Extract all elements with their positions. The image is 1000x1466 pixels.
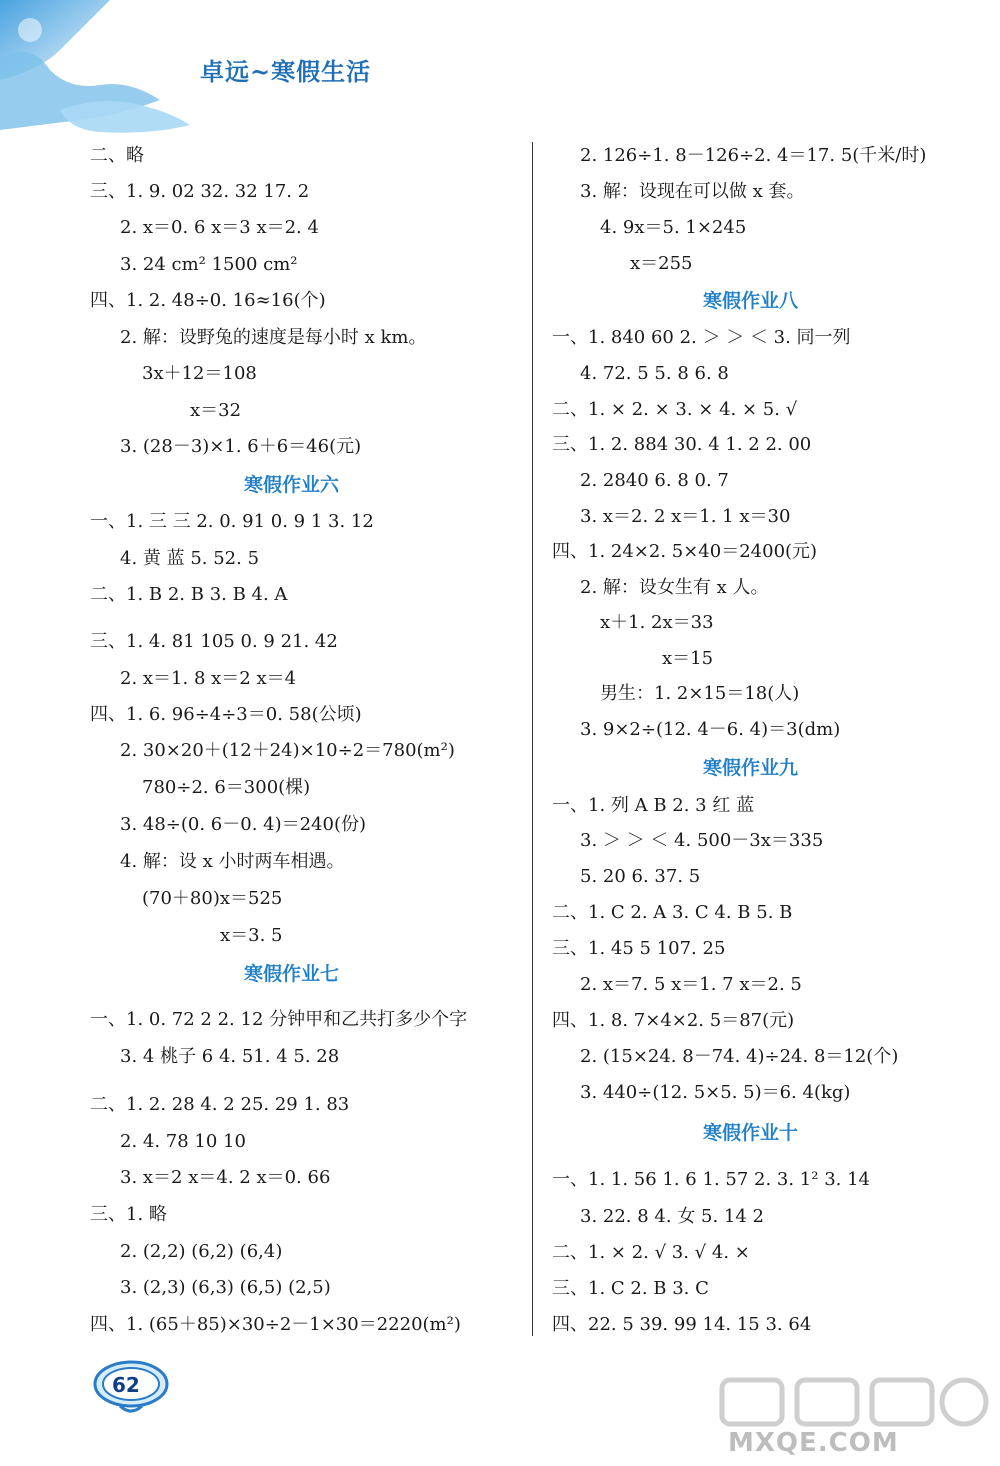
answer-line: 四、1. (65＋85)×30÷2－1×30＝2220(m²): [90, 1314, 461, 1335]
answer-line: 2. 2840 6. 8 0. 7: [580, 470, 729, 491]
answer-line: 2. 4. 78 10 10: [120, 1131, 246, 1152]
answer-line: x＝255: [630, 253, 693, 274]
answer-line: 一、1. 三 三 2. 0. 91 0. 9 1 3. 12: [90, 511, 374, 532]
answer-line: 2. x＝0. 6 x＝3 x＝2. 4: [120, 217, 319, 238]
answer-line: 四、22. 5 39. 99 14. 15 3. 64: [552, 1314, 812, 1335]
answer-line: 3. (2,3) (6,3) (6,5) (2,5): [120, 1277, 331, 1298]
answer-line: 4. 72. 5 5. 8 6. 8: [580, 363, 729, 384]
answer-line: 3. 48÷(0. 6－0. 4)＝240(份): [120, 814, 367, 835]
answer-line: 一、1. 列 A B 2. 3 红 蓝: [552, 795, 755, 816]
answer-line: 四、1. 8. 7×4×2. 5＝87(元): [552, 1010, 795, 1031]
section-heading: 寒假作业七: [244, 963, 340, 985]
answer-line: 二、1. × 2. √ 3. √ 4. ×: [552, 1242, 750, 1263]
answer-line: 5. 20 6. 37. 5: [580, 866, 701, 887]
answer-line: x＝3. 5: [220, 925, 283, 946]
answer-line: 3. 22. 8 4. 女 5. 14 2: [580, 1206, 765, 1227]
watermark-text: MXQE.COM: [728, 1428, 899, 1458]
answer-line: 四、1. 2. 48÷0. 16≈16(个): [90, 290, 326, 311]
answer-line: 3. 24 cm² 1500 cm²: [120, 254, 298, 275]
landscape-illustration: [0, 0, 200, 140]
answer-line: 三、1. 45 5 107. 25: [552, 938, 726, 959]
answer-line: 男生：1. 2×15＝18(人): [600, 683, 800, 704]
answer-line: 3. ＞ ＞ ＜ 4. 500－3x＝335: [580, 830, 824, 851]
answer-line: x＝15: [662, 648, 714, 669]
answer-line: 2. x＝1. 8 x＝2 x＝4: [120, 668, 297, 689]
answer-line: 二、1. × 2. × 3. × 4. × 5. √: [552, 399, 798, 420]
answer-line: (70＋80)x＝525: [142, 888, 283, 909]
answer-line: 2. 126÷1. 8－126÷2. 4＝17. 5(千米/时): [580, 145, 927, 166]
answer-line: 一、1. 0. 72 2 2. 12 分钟甲和乙共打多少个字: [90, 1009, 468, 1030]
answer-line: 4. 9x＝5. 1×245: [600, 217, 747, 238]
answer-line: 二、1. B 2. B 3. B 4. A: [90, 584, 288, 605]
answer-line: 2. (2,2) (6,2) (6,4): [120, 1241, 283, 1262]
answer-line: 三、1. 4. 81 105 0. 9 21. 42: [90, 631, 338, 652]
answer-line: 3. 440÷(12. 5×5. 5)＝6. 4(kg): [580, 1082, 851, 1103]
answer-line: 四、1. 24×2. 5×40＝2400(元): [552, 541, 818, 562]
answer-line: 2. 30×20＋(12＋24)×10÷2＝780(m²): [120, 740, 455, 761]
page-number: 62: [112, 1373, 140, 1397]
answer-line: 二、1. C 2. A 3. C 4. B 5. B: [552, 902, 793, 923]
answer-line: 3. 9×2÷(12. 4－6. 4)＝3(dm): [580, 719, 841, 740]
answer-line: 三、1. 9. 02 32. 32 17. 2: [90, 181, 310, 202]
answer-line: 3. 4 桃子 6 4. 51. 4 5. 28: [120, 1046, 340, 1067]
answer-line: 2. 解：设野兔的速度是每小时 x km。: [120, 327, 427, 348]
answer-line: 4. 解：设 x 小时两车相遇。: [120, 851, 345, 872]
answer-line: 2. (15×24. 8－74. 4)÷24. 8＝12(个): [580, 1046, 899, 1067]
answer-line: 3. x＝2. 2 x＝1. 1 x＝30: [580, 506, 791, 527]
section-heading: 寒假作业九: [703, 757, 799, 779]
answer-line: 三、1. C 2. B 3. C: [552, 1278, 709, 1299]
answer-line: 780÷2. 6＝300(棵): [142, 777, 311, 798]
answer-line: 2. x＝7. 5 x＝1. 7 x＝2. 5: [580, 974, 802, 995]
answer-line: 一、1. 1. 56 1. 6 1. 57 2. 3. 1² 3. 14: [552, 1169, 870, 1190]
answer-line: 二、略: [90, 145, 144, 166]
answer-line: x＝32: [190, 400, 242, 421]
book-title: 卓远~寒假生活: [200, 57, 372, 86]
answer-line: 3. 解：设现在可以做 x 套。: [580, 181, 805, 202]
section-heading: 寒假作业八: [703, 290, 799, 312]
answer-line: 二、1. 2. 28 4. 2 25. 29 1. 83: [90, 1094, 350, 1115]
answer-line: 4. 黄 蓝 5. 52. 5: [120, 548, 260, 569]
section-heading: 寒假作业六: [244, 474, 340, 496]
answer-line: 2. 解：设女生有 x 人。: [580, 577, 769, 598]
answer-line: 3. x＝2 x＝4. 2 x＝0. 66: [120, 1167, 331, 1188]
answer-line: x＋1. 2x＝33: [600, 612, 714, 633]
answer-line: 3. (28－3)×1. 6＋6＝46(元): [120, 436, 362, 457]
answer-line: 三、1. 2. 884 30. 4 1. 2 2. 00: [552, 434, 812, 455]
section-heading: 寒假作业十: [703, 1122, 799, 1144]
column-divider: [532, 142, 533, 1336]
answer-line: 3x＋12＝108: [142, 363, 257, 384]
answer-line: 三、1. 略: [90, 1204, 167, 1225]
answer-line: 一、1. 840 60 2. ＞ ＞ ＜ 3. 同一列: [552, 327, 851, 348]
answer-line: 四、1. 6. 96÷4÷3＝0. 58(公顷): [90, 704, 362, 725]
